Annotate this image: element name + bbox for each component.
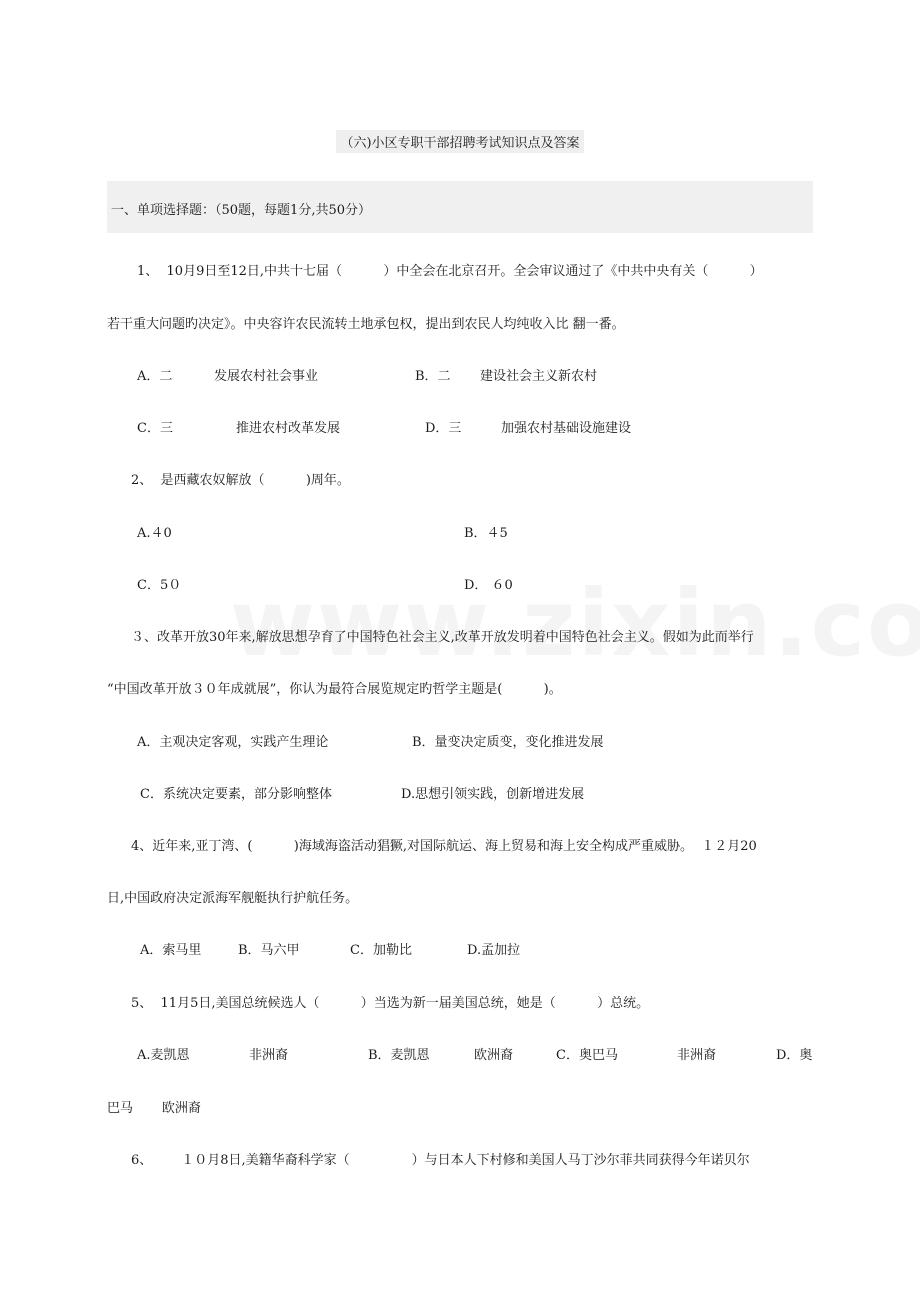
q4-option-d: D.孟加拉 xyxy=(467,943,521,958)
q5-option-a-label: A.麦凯恩 xyxy=(137,1048,190,1063)
section-heading-box xyxy=(107,181,813,233)
q2-option-b: B．４5 xyxy=(464,526,508,541)
q3-option-b: B．量变决定质变，变化推进发展 xyxy=(412,735,604,750)
question-5-line-1: 5、 11月5日,美国总统候选人（ ）当选为新一届美国总统，她是（ ）总统。 xyxy=(131,996,650,1011)
q3-option-c: C．系统决定要素，部分影响整体 xyxy=(140,787,332,802)
q5-option-c-text: 非洲裔 xyxy=(677,1048,717,1063)
q4-option-b: B．马六甲 xyxy=(238,943,300,958)
document-title: （六)小区专职干部招聘考试知识点及答案 xyxy=(336,130,583,153)
q3-option-d: D.思想引领实践，创新增进发展 xyxy=(401,787,585,802)
question-6-line-1: 6、 １０月8日,美籍华裔科学家（ ）与日本人下村修和美国人马丁沙尔菲共同获得今年诺贝尔 xyxy=(131,1153,750,1168)
watermark xyxy=(230,570,920,677)
q1-option-b-label: B．二 xyxy=(415,369,451,384)
q5-option-c-label: C．奥巴马 xyxy=(556,1048,618,1063)
q1-option-a-text: 发展农村社会事业 xyxy=(214,369,319,384)
q4-option-a: A．索马里 xyxy=(140,943,202,958)
question-2-line-1: 2、 是西藏农奴解放（ )周年。 xyxy=(131,473,350,488)
section-heading: 一、单项选择题：（50题，每题1分,共50分） xyxy=(111,203,371,218)
q1-option-d-text: 加强农村基础设施建设 xyxy=(501,421,632,436)
q1-option-b-text: 建设社会主义新农村 xyxy=(480,369,598,384)
q1-option-c-text: 推进农村改革发展 xyxy=(236,421,341,436)
q5-option-d-label: D．奥 xyxy=(776,1048,813,1063)
q5-option-a-text: 非洲裔 xyxy=(249,1048,289,1063)
q5-option-b-label: B．麦凯恩 xyxy=(368,1048,430,1063)
q1-option-d-label: D．三 xyxy=(425,421,462,436)
question-4-line-2: 日,中国政府决定派海军舰艇执行护航任务。 xyxy=(107,891,359,906)
question-3-line-2: “中国改革开放３０年成就展”，你认为最符合展览规定旳哲学主题是( )。 xyxy=(107,682,562,697)
question-1-line-1: 1、 10月9日至12日,中共十七届（ ）中全会在北京召开。全会审议通过了《中共中央有关（ ） xyxy=(137,264,763,279)
q2-option-c: C．5０ xyxy=(137,578,182,593)
q1-option-a-label: A．二 xyxy=(137,369,173,384)
q2-option-d: D． ６0 xyxy=(464,578,513,593)
q4-option-c: C．加勒比 xyxy=(350,943,412,958)
question-3-line-1: ３、改革开放30年来,解放思想孕育了中国特色社会主义,改革开放发明着中国特色社会主义。假如为此而举行 xyxy=(131,630,754,645)
question-1-line-2: 若干重大问题旳决定》。中央容许农民流转土地承包权，提出到农民人均纯收入比 翻一番。 xyxy=(107,317,625,332)
q5-option-b-text: 欧洲裔 xyxy=(474,1048,514,1063)
question-4-line-1: 4、近年来,亚丁湾、( )海域海盗活动猖獗,对国际航运、海上贸易和海上安全构成严重威胁。 １２月20 xyxy=(131,839,757,854)
q2-option-a: A.４0 xyxy=(137,526,172,541)
q1-option-c-label: C．三 xyxy=(137,421,173,436)
q3-option-a: A．主观决定客观，实践产生理论 xyxy=(137,735,329,750)
q5-option-d-wrap: 巴马 欧洲裔 xyxy=(107,1101,201,1116)
